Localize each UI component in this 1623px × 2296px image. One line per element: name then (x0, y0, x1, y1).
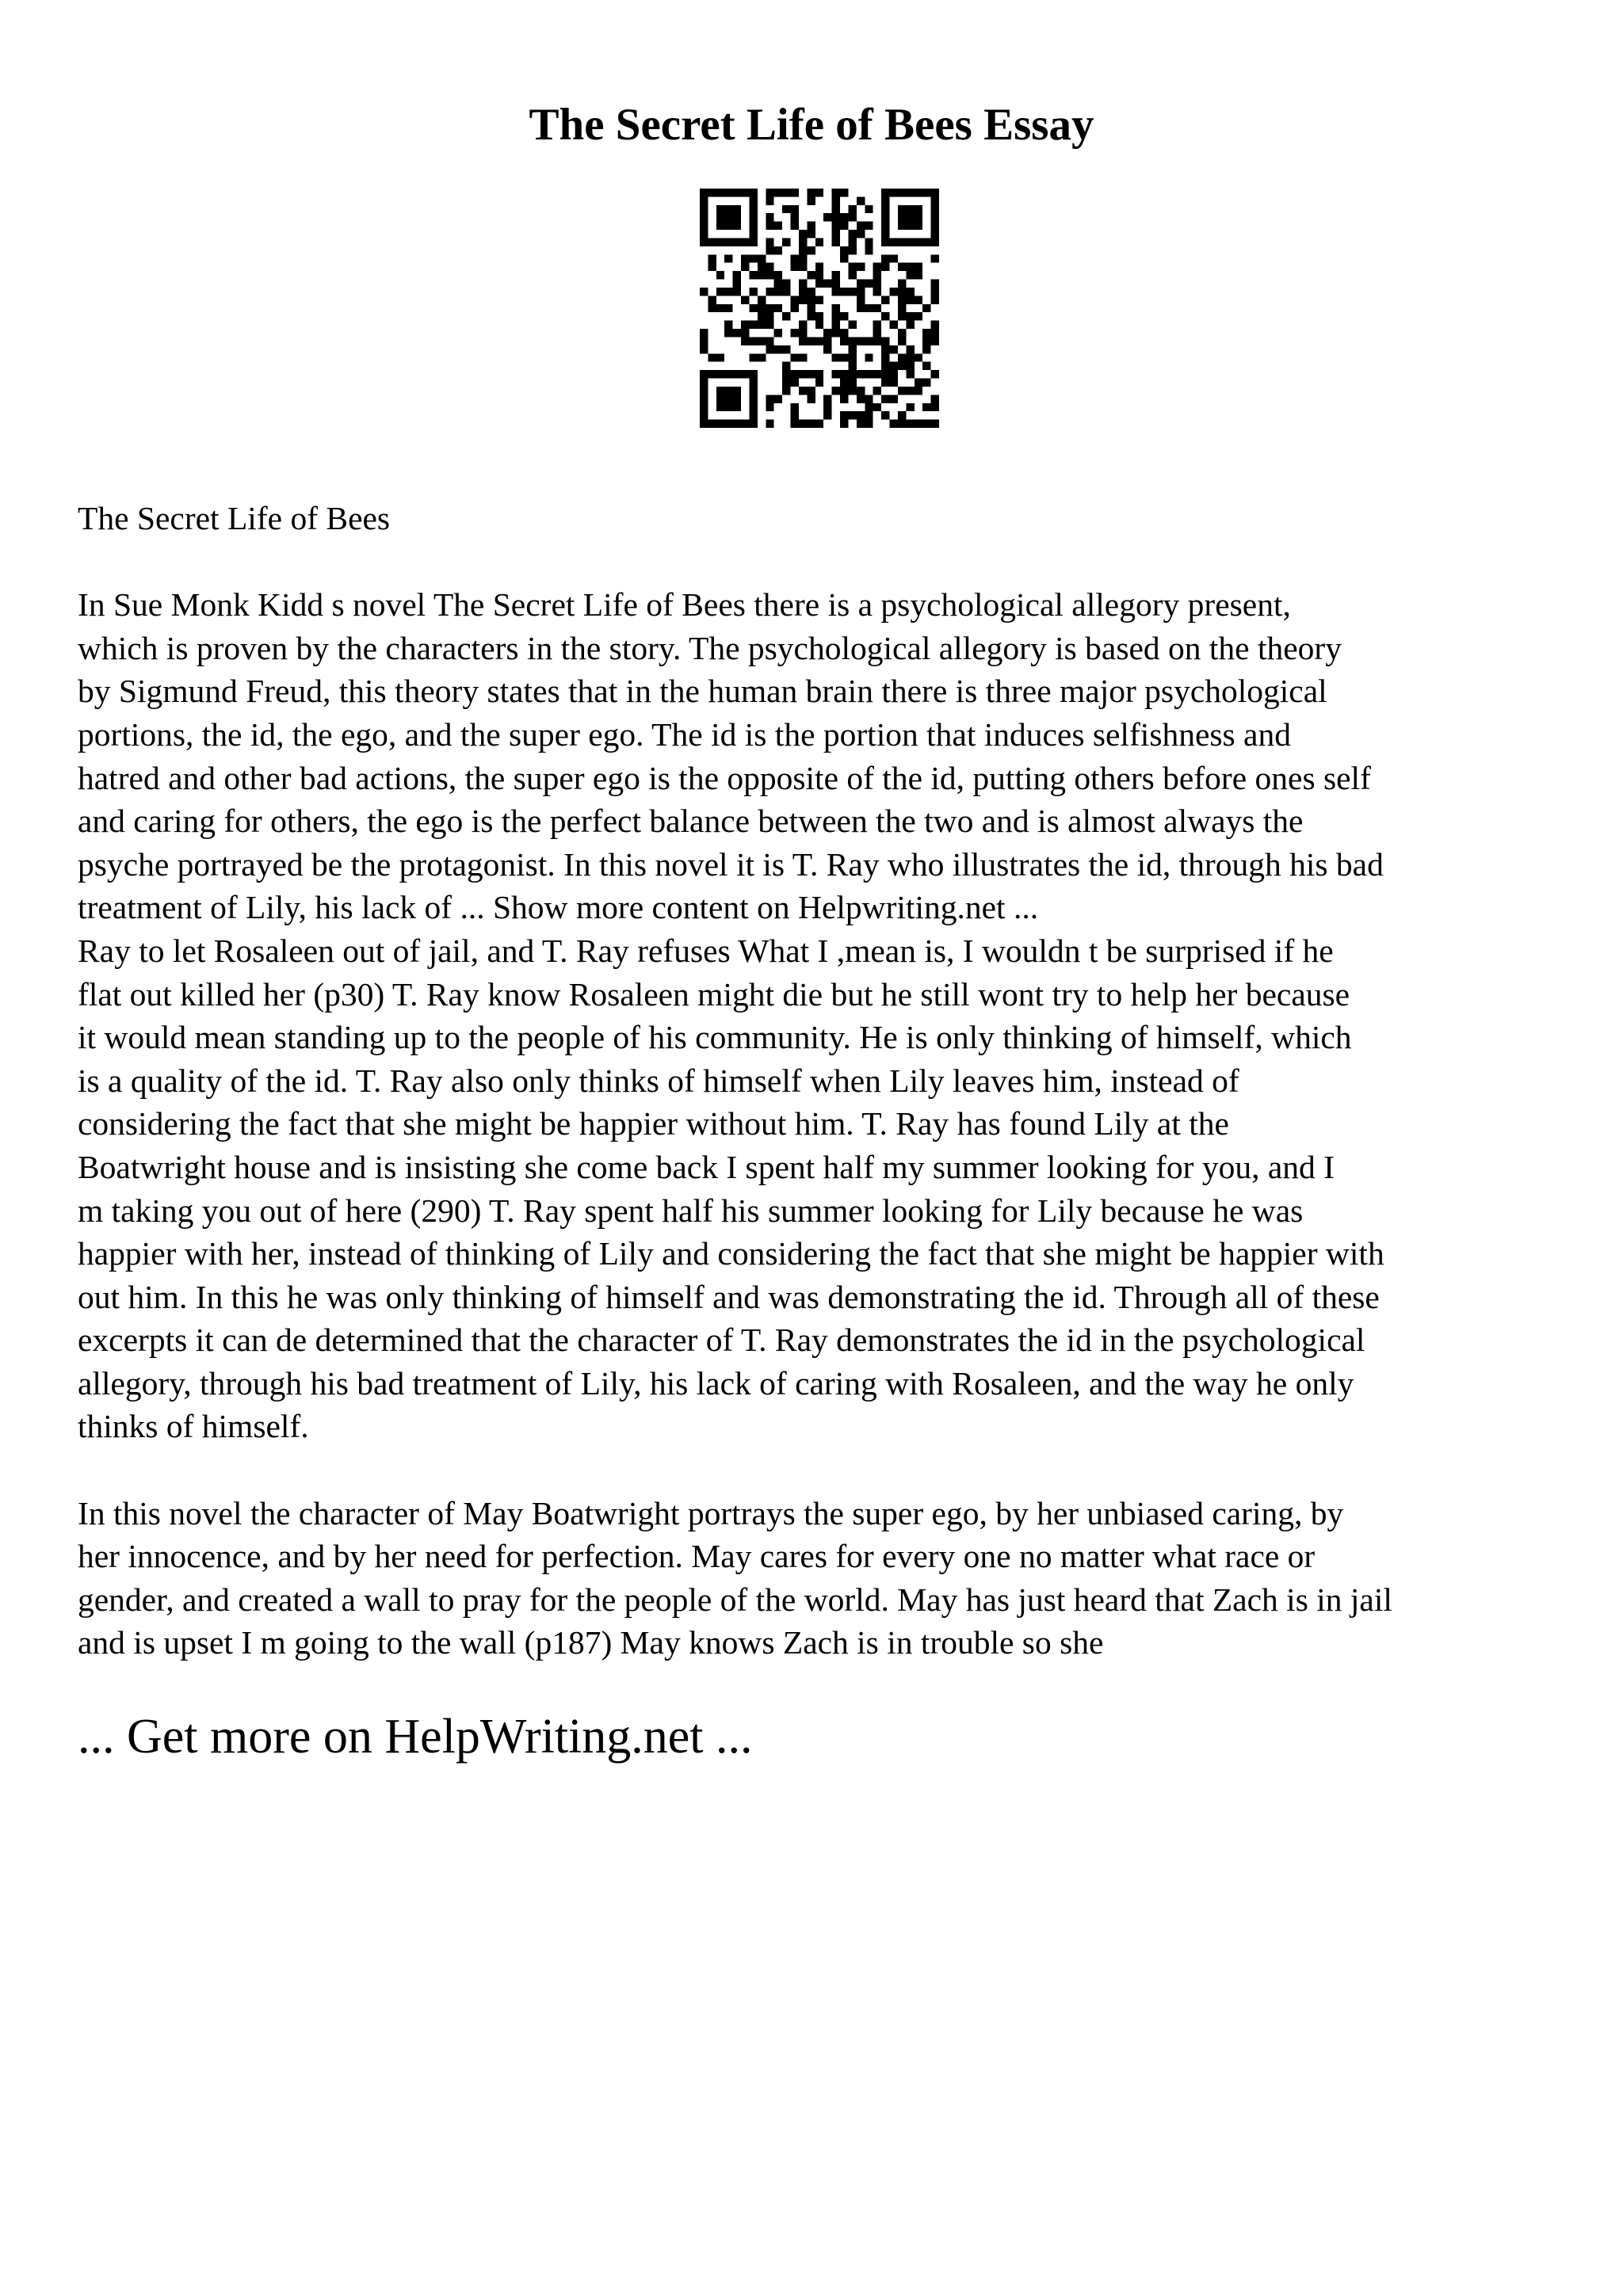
paragraph-line: and caring for others, the ego is the perfect balance between the two and is almost always the (78, 803, 1304, 840)
paragraph-line: allegory, through his bad treatment of Lily, his lack of caring with Rosaleen, and the way he only (78, 1364, 1354, 1402)
paragraph-line: Ray to let Rosaleen out of jail, and T. Ray refuses What I ,mean is, I wouldn t be surprised if he (78, 932, 1334, 969)
paragraph-line: hatred and other bad actions, the super ego is the opposite of the id, putting others before ones self (78, 759, 1371, 796)
paragraph-line: gender, and created a wall to pray for the people of the world. May has just heard that Zach is in jail (78, 1581, 1392, 1618)
essay-body (78, 497, 1568, 1665)
paragraph-line: treatment of Lily, his lack of ... Show more content on Helpwriting.net ... (78, 889, 1039, 926)
qr-code-icon (700, 189, 939, 428)
paragraph-line: m taking you out of here (290) T. Ray spent half his summer looking for Lily because he was (78, 1192, 1304, 1229)
paragraph-line: considering the fact that she might be happier without him. T. Ray has found Lily at the (78, 1105, 1229, 1142)
paragraph-line: In Sue Monk Kidd s novel The Secret Life of Bees there is a psychological allegory present, (78, 586, 1291, 624)
paragraph-line: flat out killed her (p30) T. Ray know Rosaleen might die but he still wont try to help her because (78, 975, 1350, 1013)
essay-subtitle: The Secret Life of Bees (78, 500, 391, 536)
paragraph-2 (78, 1492, 1568, 1665)
paragraph-line: out him. In this he was only thinking of himself and was demonstrating the id. Through all of these (78, 1278, 1380, 1315)
paragraph-line: is a quality of the id. T. Ray also only thinks of himself when Lily leaves him, instead of (78, 1062, 1239, 1099)
paragraph-line: by Sigmund Freud, this theory states that in the human brain there is three major psychological (78, 673, 1327, 710)
document-title: The Secret Life of Bees Essay (529, 100, 1094, 150)
paragraph-line: portions, the id, the ego, and the super ego. The id is the portion that induces selfishness and (78, 715, 1291, 753)
paragraph-line: and is upset I m going to the wall (p187) May knows Zach is in trouble so she (78, 1624, 1104, 1661)
paragraph-line: In this novel the character of May Boatwright portrays the super ego, by her unbiased caring, by (78, 1494, 1344, 1531)
paragraph-line: her innocence, and by her need for perfection. May cares for every one no matter what race or (78, 1538, 1316, 1575)
paragraph-line: which is proven by the characters in the story. The psychological allegory is based on the theory (78, 629, 1342, 666)
paragraph-line: psyche portrayed be the protagonist. In this novel it is T. Ray who illustrates the id, through his bad (78, 845, 1384, 883)
paragraph-line: thinks of himself. (78, 1408, 309, 1445)
paragraph-line: Boatwright house and is insisting she come back I spent half my summer looking for you, and I (78, 1148, 1335, 1185)
paragraph-line: happier with her, instead of thinking of Lily and considering the fact that she might be happier with (78, 1235, 1384, 1272)
get-more-link[interactable]: ... Get more on HelpWriting.net ... (78, 1710, 753, 1764)
paragraph-1 (78, 583, 1568, 1448)
paragraph-line: it would mean standing up to the people of his community. He is only thinking of himself, which (78, 1019, 1352, 1056)
paragraph-line: excerpts it can de determined that the character of T. Ray demonstrates the id in the psychological (78, 1322, 1365, 1359)
